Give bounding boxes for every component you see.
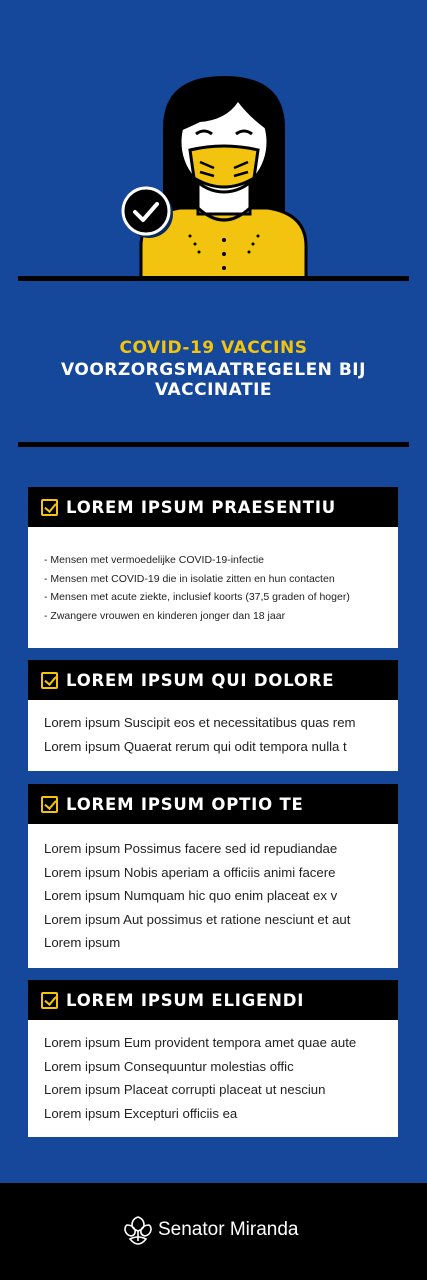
list-item: Lorem ipsum Excepturi officiis ea bbox=[44, 1105, 238, 1121]
list-item: Lorem ipsum Suscipit eos et necessitatibus quas rem bbox=[44, 715, 356, 730]
brand bbox=[121, 1213, 298, 1247]
divider-middle bbox=[18, 442, 409, 447]
list-item: Lorem ipsum Placeat corrupti placeat ut nesciun bbox=[44, 1082, 326, 1098]
info-card-1 bbox=[28, 487, 398, 648]
masked-person-illustration bbox=[0, 0, 427, 290]
card-body bbox=[28, 1020, 398, 1137]
list-item: Lorem ipsum Aut possimus et ratione nesciunt et aut bbox=[44, 911, 351, 927]
info-card-4 bbox=[28, 980, 398, 1137]
list-item: Lorem ipsum Numquam hic quo enim placeat ex v bbox=[44, 888, 338, 904]
brand-name: Senator Miranda bbox=[158, 1219, 299, 1240]
checkbox-icon bbox=[41, 992, 58, 1009]
list-item: Lorem ipsum Nobis aperiam a officiis animi facere bbox=[44, 864, 336, 880]
info-card-2 bbox=[28, 660, 398, 771]
card-title: LOREM IPSUM PRAESENTIU bbox=[66, 497, 336, 517]
hero-illustration bbox=[0, 0, 427, 290]
list-item: Lorem ipsum Eum provident tempora amet quae aute bbox=[44, 1035, 357, 1050]
list-item: Lorem ipsum bbox=[44, 935, 121, 951]
list-item: - Zwangere vrouwen en kinderen jonger dan 18 jaar bbox=[44, 609, 286, 622]
page-subtitle: VOORZORGSMAATREGELEN BIJ VACCINATIE bbox=[61, 360, 366, 400]
card-body bbox=[28, 824, 398, 968]
card-header bbox=[28, 487, 398, 527]
checkbox-icon bbox=[41, 499, 58, 516]
list-item: - Mensen met COVID-19 die in isolatie zitten en hun contacten bbox=[44, 572, 335, 585]
list-item: Lorem ipsum Consequuntur molestias offic bbox=[44, 1058, 294, 1074]
leaf-logo-icon bbox=[121, 1213, 155, 1247]
card-title: LOREM IPSUM OPTIO TE bbox=[66, 794, 304, 814]
info-card-3 bbox=[28, 784, 398, 968]
list-item: Lorem ipsum Possimus facere sed id repudiandae bbox=[44, 841, 338, 856]
card-title: LOREM IPSUM ELIGENDI bbox=[66, 990, 305, 1010]
list-item: - Mensen met vermoedelijke COVID-19-infectie bbox=[44, 554, 264, 566]
list-item: Lorem ipsum Quaerat rerum qui odit tempora nulla t bbox=[44, 738, 347, 754]
card-header bbox=[28, 980, 398, 1020]
list-item: - Mensen met acute ziekte, inclusief koorts (37,5 graden of hoger) bbox=[44, 591, 350, 603]
card-body bbox=[28, 700, 398, 771]
page-title: COVID-19 VACCINS bbox=[119, 338, 308, 358]
divider-top bbox=[18, 276, 409, 281]
card-header bbox=[28, 784, 398, 824]
checkbox-icon bbox=[41, 672, 58, 689]
card-title: LOREM IPSUM QUI DOLORE bbox=[66, 670, 335, 690]
card-body bbox=[28, 527, 398, 648]
card-header bbox=[28, 660, 398, 700]
checkbox-icon bbox=[41, 796, 58, 813]
checkmark-circle-icon bbox=[120, 185, 174, 239]
